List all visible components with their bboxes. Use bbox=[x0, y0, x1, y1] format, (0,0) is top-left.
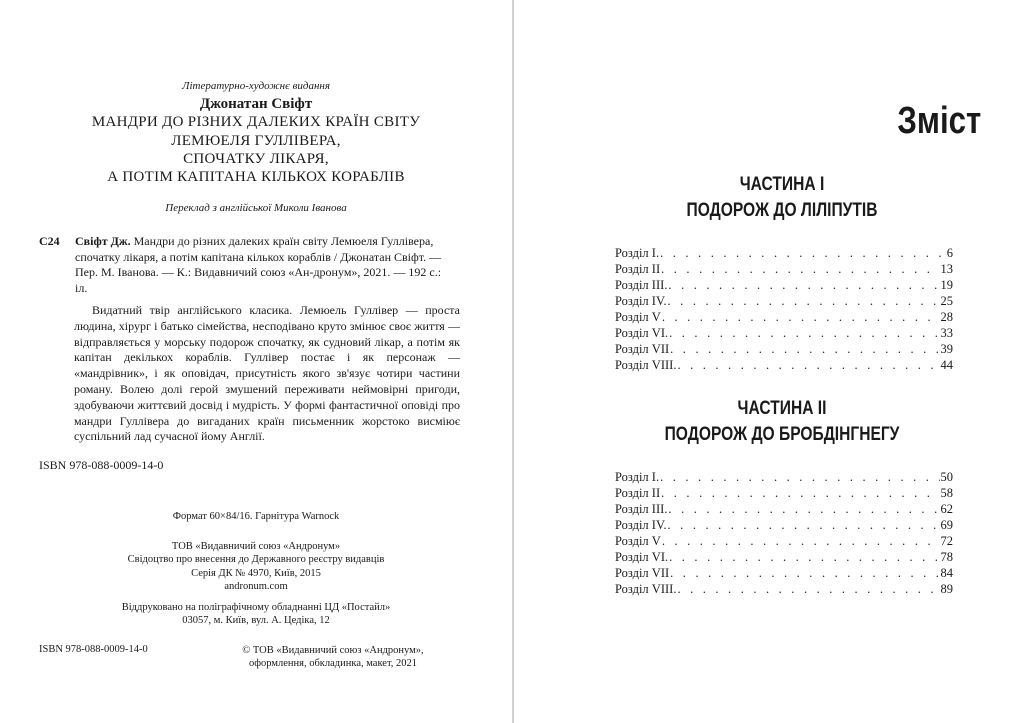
printer-line: Віддруковано на поліграфічному обладнанні ЦД «Постайл» bbox=[121, 602, 391, 613]
toc-entry-page: 50 bbox=[940, 470, 953, 484]
toc-leader-dots bbox=[670, 566, 939, 581]
genre-label: Літературно-художнє видання bbox=[182, 80, 330, 92]
toc-entry-label: Розділ VI. bbox=[615, 326, 669, 340]
toc-entry-label: Розділ VIII. bbox=[615, 358, 677, 372]
toc-entry[interactable] bbox=[615, 310, 953, 326]
toc-entry-page: 84 bbox=[940, 566, 953, 580]
toc-entry[interactable] bbox=[615, 502, 953, 518]
toc-leader-dots bbox=[668, 278, 939, 293]
book-abstract: Видатний твір англійського класика. Лемюель Гуллівер — проста людина, хірург і батько сімейства, несподівано круто змінює своє життя — відправляється у морську подорож спочатку, як судновий лікар, а потім як капітан декількох кораблів. Гуллівер постає і як персонаж — «мандрівник», і як оповідач, присутність якого зв'язує чотири частини роману. Волею долі герой змушений переживати неймовірні пригоди, здобуваючи життєвий досвід і мудрість. У формі фантастичної оповіді про мандри Гуллівера до вигаданих країн письменник жорстоко висміює суспільний лад сучасної йому Англії. bbox=[74, 303, 460, 444]
toc-entry[interactable] bbox=[615, 550, 953, 566]
toc-leader-dots bbox=[668, 502, 939, 517]
toc-entry[interactable] bbox=[615, 358, 953, 374]
isbn: ISBN 978-088-0009-14-0 bbox=[39, 458, 164, 472]
toc-entry[interactable] bbox=[615, 246, 953, 262]
toc-entry-page: 72 bbox=[940, 534, 953, 548]
toc-entry-label: Розділ IV. bbox=[615, 518, 667, 532]
part-title: ПОДОРОЖ ДО БРОБДІНГНЕГУ bbox=[664, 424, 900, 445]
toc-entry[interactable] bbox=[615, 278, 953, 294]
publisher-info bbox=[0, 540, 512, 594]
toc-entry[interactable] bbox=[615, 486, 953, 502]
printer-address: 03057, м. Київ, вул. А. Цедіка, 12 bbox=[182, 615, 330, 627]
toc-entry-page: 78 bbox=[940, 550, 953, 564]
toc-entry-page: 69 bbox=[940, 518, 953, 532]
toc-entry[interactable] bbox=[615, 518, 953, 534]
copyright-line: оформлення, обкладинка, макет, 2021 bbox=[248, 658, 418, 670]
toc-entry[interactable] bbox=[615, 294, 953, 310]
book-title-line: МАНДРИ ДО РІЗНИХ ДАЛЕКИХ КРАЇН СВІТУ bbox=[91, 114, 421, 130]
toc-entry[interactable] bbox=[615, 342, 953, 358]
part-heading bbox=[647, 172, 918, 224]
toc-leader-dots bbox=[662, 534, 940, 549]
toc-entry-page: 6 bbox=[946, 246, 953, 260]
publisher-line: Серія ДК № 4970, Київ, 2015 bbox=[191, 567, 321, 579]
toc-leader-dots bbox=[662, 310, 940, 325]
toc-entry-label: Розділ VIII. bbox=[615, 582, 677, 596]
part-title: ПОДОРОЖ ДО ЛІЛІПУТІВ bbox=[686, 200, 878, 221]
part-label: ЧАСТИНА I bbox=[739, 174, 825, 195]
toc-heading: Зміст bbox=[897, 100, 981, 142]
toc-entry-page: 44 bbox=[940, 358, 953, 372]
right-page bbox=[514, 0, 1025, 723]
format-line: Формат 60×84/16. Гарнітура Warnock bbox=[172, 511, 340, 522]
toc-list bbox=[615, 470, 953, 598]
left-page bbox=[0, 0, 512, 723]
toc-entry-label: Розділ I. bbox=[615, 470, 660, 484]
toc-entry-label: Розділ IV. bbox=[615, 294, 667, 308]
toc-leader-dots bbox=[670, 342, 939, 357]
toc-entry[interactable] bbox=[615, 470, 953, 486]
toc-leader-dots bbox=[668, 294, 940, 309]
toc-list bbox=[615, 246, 953, 374]
publisher-line: ТОВ «Видавничий союз «Андронум» bbox=[171, 541, 341, 552]
isbn-footer: ISBN 978-088-0009-14-0 bbox=[39, 644, 148, 655]
toc-entry-page: 33 bbox=[940, 326, 953, 340]
toc-leader-dots bbox=[677, 582, 939, 597]
book-title-line: ЛЕМЮЕЛЯ ГУЛЛІВЕРА, bbox=[171, 133, 341, 149]
toc-entry-page: 13 bbox=[940, 262, 953, 276]
toc-entry-label: Розділ VII bbox=[615, 566, 670, 580]
toc-entry-label: Розділ III. bbox=[615, 278, 668, 292]
toc-entry-label: Розділ II bbox=[615, 262, 661, 276]
translation-credit: Переклад з англійської Миколи Іванова bbox=[165, 202, 347, 214]
toc-entry[interactable] bbox=[615, 326, 953, 342]
toc-entry[interactable] bbox=[615, 262, 953, 278]
toc-leader-dots bbox=[668, 518, 940, 533]
catalog-code: С24 bbox=[39, 234, 60, 248]
toc-entry-page: 89 bbox=[940, 582, 953, 596]
catalog-entry bbox=[75, 234, 455, 296]
book-title-line: СПОЧАТКУ ЛІКАРЯ, bbox=[183, 151, 329, 167]
catalog-author: Свіфт Дж. bbox=[75, 234, 131, 248]
book-title-line: А ПОТІМ КАПІТАНА КІЛЬКОХ КОРАБЛІВ bbox=[107, 169, 405, 185]
toc-leader-dots bbox=[669, 326, 939, 341]
author-name: Джонатан Свіфт bbox=[199, 96, 313, 112]
part-heading bbox=[647, 396, 918, 448]
toc-entry[interactable] bbox=[615, 566, 953, 582]
toc-entry-label: Розділ V bbox=[615, 534, 661, 548]
copyright-notice bbox=[218, 644, 448, 671]
toc-entry-label: Розділ V bbox=[615, 310, 661, 324]
toc-entry[interactable] bbox=[615, 534, 953, 550]
catalog-description: Мандри до різних далеких країн світу Лемюеля Гуллівера, спочатку лікаря, а потім капітана кількох кораблів / Джонатан Свіфт. — Пер. М. Іванова. — К.: Видавничий союз «Ан-дронум», 2021. — 192 с.: іл. bbox=[75, 234, 442, 295]
toc-leader-dots bbox=[669, 550, 939, 565]
toc-entry-page: 62 bbox=[940, 502, 953, 516]
toc-leader-dots bbox=[677, 358, 939, 373]
toc-entry-label: Розділ VII bbox=[615, 342, 670, 356]
toc-entry-page: 39 bbox=[940, 342, 953, 356]
toc-entry-page: 25 bbox=[940, 294, 953, 308]
toc-entry-page: 58 bbox=[940, 486, 953, 500]
toc-entry-page: 28 bbox=[940, 310, 953, 324]
toc-leader-dots bbox=[661, 262, 939, 277]
toc-leader-dots bbox=[661, 486, 939, 501]
printer-info bbox=[0, 601, 512, 628]
toc-entry-label: Розділ I. bbox=[615, 246, 660, 260]
toc-entry-label: Розділ II bbox=[615, 486, 661, 500]
toc-entry-page: 19 bbox=[940, 278, 953, 292]
toc-leader-dots bbox=[660, 470, 939, 485]
publisher-line: Свідоцтво про внесення до Державного реєстру видавців bbox=[127, 554, 385, 566]
toc-entry-label: Розділ VI. bbox=[615, 550, 669, 564]
toc-leader-dots bbox=[660, 246, 946, 261]
publisher-website: andronum.com bbox=[224, 581, 288, 593]
part-label: ЧАСТИНА II bbox=[737, 398, 827, 419]
toc-entry-label: Розділ III. bbox=[615, 502, 668, 516]
copyright-line: © ТОВ «Видавничий союз «Андронум», bbox=[242, 645, 424, 656]
toc-entry[interactable] bbox=[615, 582, 953, 598]
